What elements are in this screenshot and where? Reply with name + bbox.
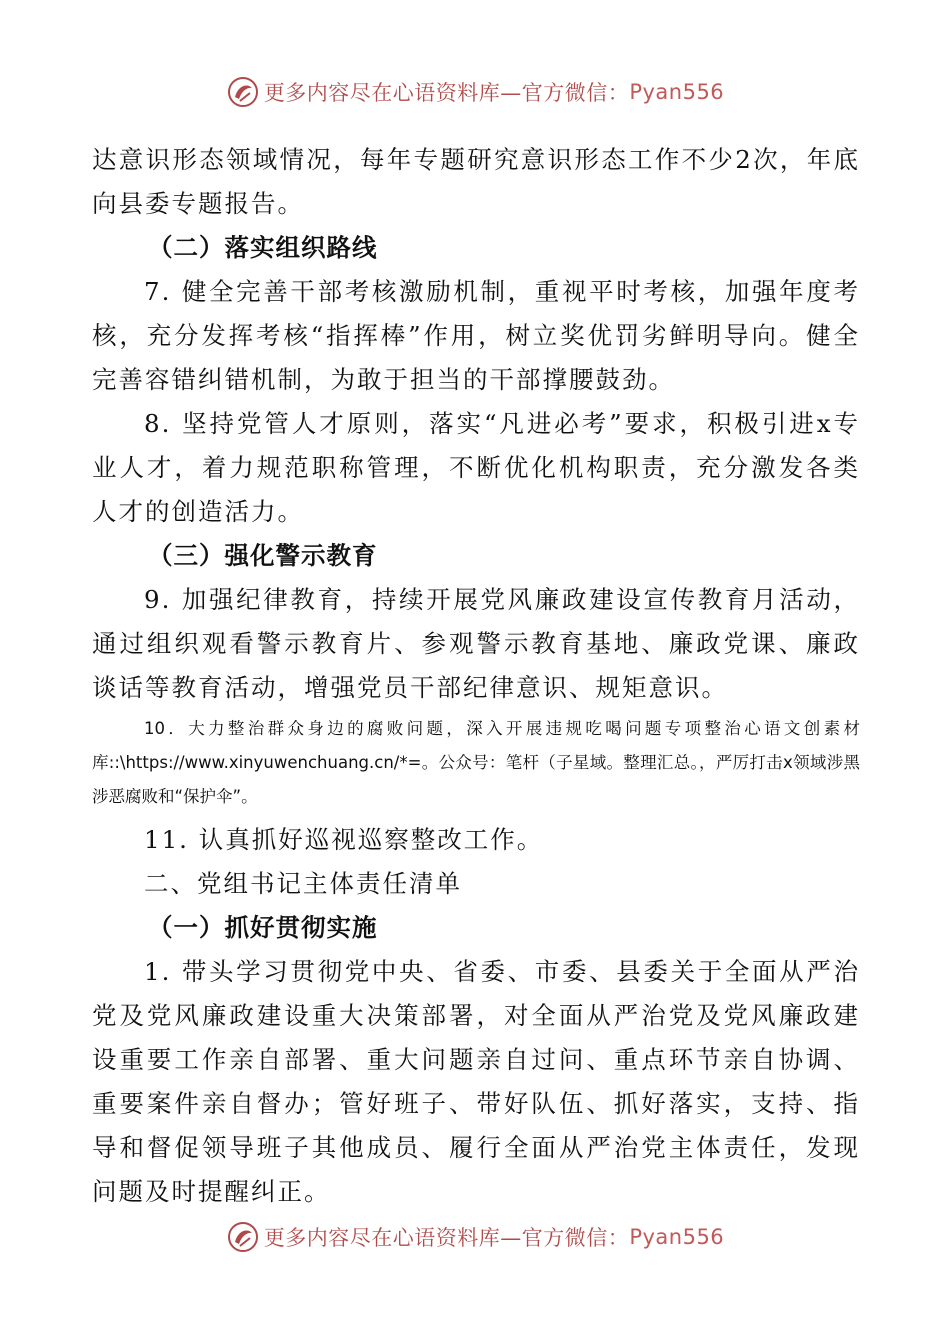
header-watermark-banner: [0, 72, 950, 112]
paragraph-1: 1. 带头学习贯彻党中央、省委、市委、县委关于全面从严治党及党风廉政建设重大决策部署，对全面从严治党及党风廉政建设重要工作亲自部署、重大问题亲自过问、重点环节亲自协调、重要案件亲自督办；管好班子、带好队伍、抓好落实，支持、指导和督促领导班子其他成员、履行全面从严治党主体责任，发现问题及时提醒纠正。: [92, 957, 860, 1206]
footer-wechat-id: Pyan556: [629, 1225, 725, 1249]
xinyu-logo-icon: [226, 1220, 260, 1254]
heading-subsection-2: （二）落实组织路线: [148, 233, 378, 262]
paragraph-8: 8. 坚持党管人才原则，落实“凡进必考”要求，积极引进x专业人才，着力规范职称管理，不断优化机构职责，充分激发各类人才的创造活力。: [92, 409, 860, 526]
document-body: [92, 138, 860, 1214]
paragraph-intro: 达意识形态领域情况，每年专题研究意识形态工作不少2次，年底向县委专题报告。: [92, 145, 860, 218]
header-wechat-id: Pyan556: [629, 80, 725, 104]
paragraph-11: 11. 认真抓好巡视巡察整改工作。: [144, 825, 544, 854]
footer-watermark-banner: [0, 1217, 950, 1257]
footer-banner-text: 更多内容尽在心语资料库—官方微信：: [263, 1226, 630, 1250]
header-banner-text: 更多内容尽在心语资料库—官方微信：: [263, 81, 630, 105]
paragraph-7: 7. 健全完善干部考核激励机制，重视平时考核，加强年度考核，充分发挥考核“指挥棒”作用，树立奖优罚劣鲜明导向。健全完善容错纠错机制，为敢于担当的干部撑腰鼓劲。: [92, 277, 860, 394]
heading-subsection-3: （三）强化警示教育: [148, 541, 378, 570]
xinyu-logo-icon: [226, 75, 260, 109]
section-heading-2: 二、党组书记主体责任清单: [144, 869, 462, 898]
heading-subsection-1: （一）抓好贯彻实施: [148, 913, 378, 942]
paragraph-10: 10．大力整治群众身边的腐败问题，深入开展违规吃喝问题专项整治心语文创素材库::\https://www.xinyuwenchuang.cn/*=。公众号：笔杆（子星域。整理汇总。，严厉打击x领域涉黑涉恶腐败和“保护伞”。: [92, 719, 860, 806]
paragraph-9: 9. 加强纪律教育，持续开展党风廉政建设宣传教育月活动，通过组织观看警示教育片、参观警示教育基地、廉政党课、廉政谈话等教育活动，增强党员干部纪律意识、规矩意识。: [92, 585, 860, 702]
